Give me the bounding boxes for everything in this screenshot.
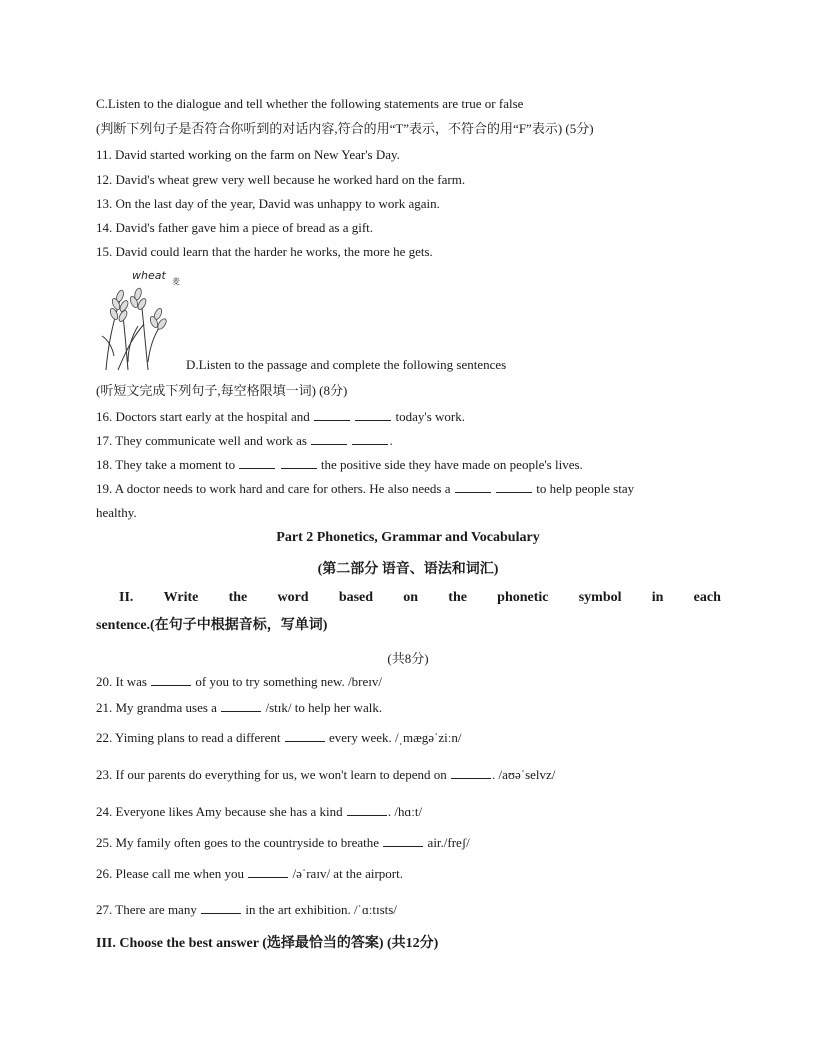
question-20: 20. It was of you to try something new. /breɪv/: [96, 674, 382, 689]
answer-blank[interactable]: [221, 700, 261, 712]
section-iii-title: III. Choose the best answer (选择最恰当的答案) (共12分): [96, 936, 439, 951]
section-c-instruction: (判断下列句子是否符合你听到的对话内容,符合的用“T”表示，不符合的用“F”表示) (5分): [96, 121, 594, 136]
answer-blank[interactable]: [248, 866, 288, 878]
wheat-note: 麦: [172, 277, 180, 286]
part2-title-cn: (第二部分 语音、语法和词汇): [317, 562, 499, 577]
answer-blank[interactable]: [285, 730, 325, 742]
question-15: 15. David could learn that the harder he works, the more he gets.: [96, 244, 433, 259]
answer-blank[interactable]: [355, 409, 391, 421]
question-22: 22. Yiming plans to read a different every week. /ˌmægəˈziːn/: [96, 730, 462, 745]
question-11: 11. David started working on the farm on New Year's Day.: [96, 147, 400, 162]
answer-blank[interactable]: [496, 481, 532, 493]
answer-blank[interactable]: [281, 457, 317, 469]
section-d-title: D.Listen to the passage and complete the following sentences: [186, 357, 507, 372]
section-d-instruction: (听短文完成下列句子,每空格限填一词) (8分): [96, 383, 348, 398]
section-ii-points: (共8分): [387, 651, 429, 666]
answer-blank[interactable]: [151, 674, 191, 686]
answer-blank[interactable]: [239, 457, 275, 469]
question-23: 23. If our parents do everything for us, we won't learn to depend on . /aʊəˈselvz/: [96, 767, 556, 782]
question-26: 26. Please call me when you /əˈraɪv/ at the airport.: [96, 866, 403, 881]
question-12: 12. David's wheat grew very well because he worked hard on the farm.: [96, 172, 466, 187]
question-27: 27. There are many in the art exhibition. /ˈɑːtɪsts/: [96, 902, 397, 917]
section-c-title: C.Listen to the dialogue and tell whether the following statements are true or false: [96, 96, 524, 111]
question-14: 14. David's father gave him a piece of bread as a gift.: [96, 220, 374, 235]
answer-blank[interactable]: [383, 835, 423, 847]
answer-blank[interactable]: [455, 481, 491, 493]
question-18: 18. They take a moment to the positive side they have made on people's lives.: [96, 457, 583, 472]
part2-title: Part 2 Phonetics, Grammar and Vocabulary: [276, 530, 540, 545]
section-ii-title-cont: sentence.(在句子中根据音标，写单词): [96, 618, 328, 633]
answer-blank[interactable]: [451, 767, 491, 779]
answer-blank[interactable]: [352, 433, 388, 445]
question-17: 17. They communicate well and work as .: [96, 433, 393, 448]
question-16: 16. Doctors start early at the hospital and today's work.: [96, 409, 465, 424]
wheat-icon: [98, 266, 186, 372]
answer-blank[interactable]: [201, 902, 241, 914]
question-24: 24. Everyone likes Amy because she has a kind . /hɑːt/: [96, 804, 423, 819]
answer-blank[interactable]: [314, 409, 350, 421]
question-19-continued: healthy.: [96, 505, 137, 520]
question-13: 13. On the last day of the year, David was unhappy to work again.: [96, 196, 440, 211]
question-21: 21. My grandma uses a /stɪk/ to help her walk.: [96, 700, 383, 715]
wheat-label: wheat: [132, 269, 166, 282]
question-19: 19. A doctor needs to work hard and care for others. He also needs a to help people stay: [96, 481, 635, 496]
wheat-illustration: [98, 266, 186, 372]
section-ii-title: II. Write the word based on the phonetic symbol in each: [119, 590, 721, 605]
answer-blank[interactable]: [311, 433, 347, 445]
answer-blank[interactable]: [347, 804, 387, 816]
question-25: 25. My family often goes to the countryside to breathe air./freʃ/: [96, 835, 470, 850]
